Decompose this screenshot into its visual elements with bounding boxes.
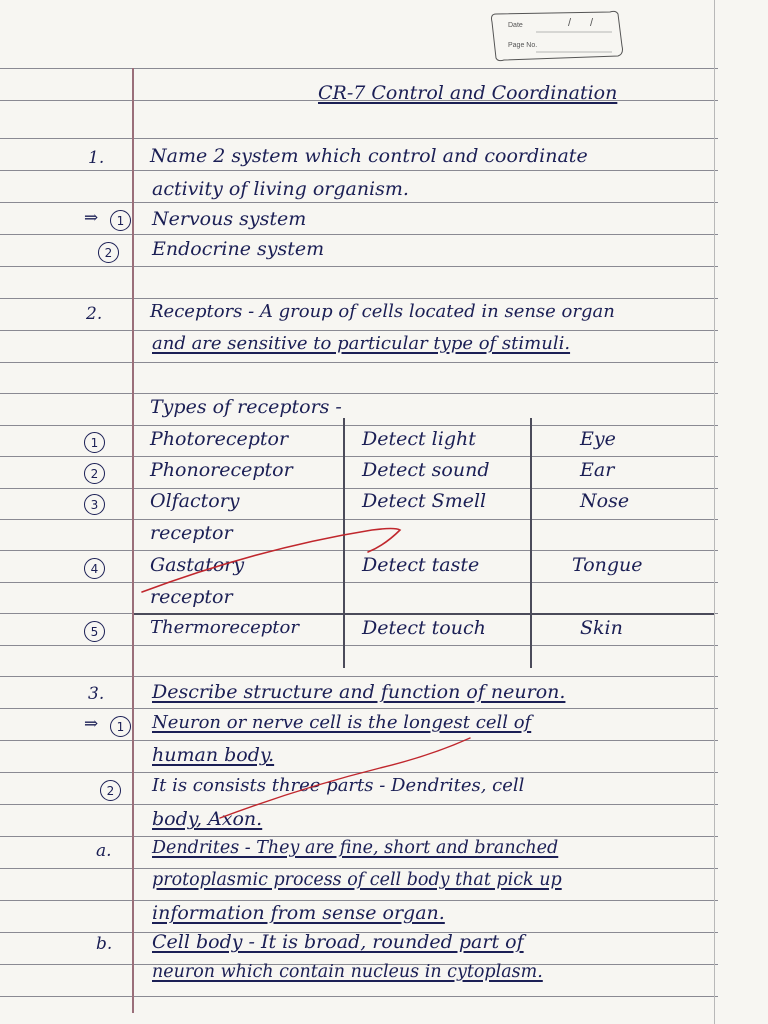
receptor-detects: Detect light <box>362 428 476 450</box>
point-marker: b. <box>96 934 113 954</box>
receptor-organ: Eye <box>580 428 616 450</box>
ruled-line <box>0 676 718 677</box>
answer-marker: 2 <box>98 242 119 263</box>
ruled-line <box>0 772 718 773</box>
ruled-line <box>0 138 718 139</box>
ruled-line <box>0 519 718 520</box>
row-marker: 5 <box>84 621 105 642</box>
ruled-line <box>0 582 718 583</box>
ruled-line <box>0 266 718 267</box>
ruled-line <box>0 362 718 363</box>
table-divider <box>343 418 345 668</box>
ruled-line <box>0 425 718 426</box>
question-number: 2. <box>86 304 103 324</box>
date-page-box <box>486 8 628 64</box>
answer-text: neuron which contain nucleus in cytoplasm. <box>152 962 543 982</box>
definition-text: and are sensitive to particular type of stimuli. <box>152 333 571 354</box>
answer-text: information from sense organ. <box>152 902 445 924</box>
receptor-name: Gastatory <box>150 554 245 576</box>
margin-line <box>132 68 134 1013</box>
date-separator: / <box>590 17 594 29</box>
ruled-line <box>0 836 718 837</box>
question-text: Name 2 system which control and coordinate <box>150 145 588 167</box>
ruled-line <box>0 456 718 457</box>
ruled-line <box>0 996 718 997</box>
ruled-line <box>0 645 718 646</box>
answer-text: It is consists three parts - Dendrites, cell <box>152 775 525 796</box>
date-separator: / <box>568 17 572 29</box>
definition-text: Receptors - A group of cells located in sense organ <box>150 301 615 322</box>
ruled-line <box>0 488 718 489</box>
receptor-name-cont: receptor <box>150 522 233 544</box>
row-marker: 3 <box>84 494 105 515</box>
ruled-line <box>0 68 718 69</box>
receptor-detects: Detect touch <box>362 617 486 639</box>
answer-text: protoplasmic process of cell body that pick up <box>152 870 562 890</box>
receptor-organ: Ear <box>580 459 615 481</box>
answer-marker: 1 <box>110 716 131 737</box>
answer-text: Endocrine system <box>152 238 325 260</box>
table-divider <box>134 613 714 615</box>
ruled-line <box>0 900 718 901</box>
answer-text: Neuron or nerve cell is the longest cell of <box>152 712 532 733</box>
ruled-line <box>0 298 718 299</box>
row-marker: 2 <box>84 463 105 484</box>
receptor-detects: Detect sound <box>362 459 490 481</box>
answer-arrow: ⇒ <box>84 714 99 734</box>
date-box-frame <box>486 8 628 64</box>
answer-text: Dendrites - They are fine, short and branched <box>152 838 559 858</box>
answer-marker: 2 <box>100 780 121 801</box>
types-heading: Types of receptors - <box>150 396 342 418</box>
receptor-name-cont: receptor <box>150 586 233 608</box>
question-number: 1. <box>88 148 105 168</box>
ruled-line <box>0 868 718 869</box>
ruled-line <box>0 330 718 331</box>
row-marker: 1 <box>84 432 105 453</box>
answer-marker: 1 <box>110 210 131 231</box>
receptor-name: Olfactory <box>150 490 240 512</box>
receptor-detects: Detect taste <box>362 554 480 576</box>
ruled-line <box>0 708 718 709</box>
row-marker: 4 <box>84 558 105 579</box>
page-number-label: Page No. <box>508 42 538 49</box>
ruled-line <box>0 170 718 171</box>
page-title: CR-7 Control and Coordination <box>318 82 618 104</box>
answer-text: body, Axon. <box>152 808 263 830</box>
receptor-organ: Skin <box>580 617 623 639</box>
question-text: Describe structure and function of neuron. <box>152 681 566 703</box>
ruled-line <box>0 740 718 741</box>
question-number: 3. <box>88 684 105 704</box>
ruled-line <box>0 804 718 805</box>
receptor-organ: Tongue <box>572 554 643 576</box>
ruled-line <box>0 202 718 203</box>
answer-text: Cell body - It is broad, rounded part of <box>152 931 524 953</box>
receptor-organ: Nose <box>580 490 630 512</box>
date-label: Date <box>508 22 523 29</box>
answer-text: human body. <box>152 744 275 766</box>
ruled-line <box>0 234 718 235</box>
point-marker: a. <box>96 841 112 861</box>
receptor-detects: Detect Smell <box>362 490 487 512</box>
ruled-line <box>0 393 718 394</box>
table-divider <box>530 418 532 668</box>
ruled-line <box>0 550 718 551</box>
question-text: activity of living organism. <box>152 178 409 200</box>
page-edge <box>714 0 715 1024</box>
receptor-name: Thermoreceptor <box>150 617 299 638</box>
answer-text: Nervous system <box>152 208 307 230</box>
answer-arrow: ⇒ <box>84 208 99 228</box>
receptor-name: Phonoreceptor <box>150 459 293 481</box>
receptor-name: Photoreceptor <box>150 428 289 450</box>
